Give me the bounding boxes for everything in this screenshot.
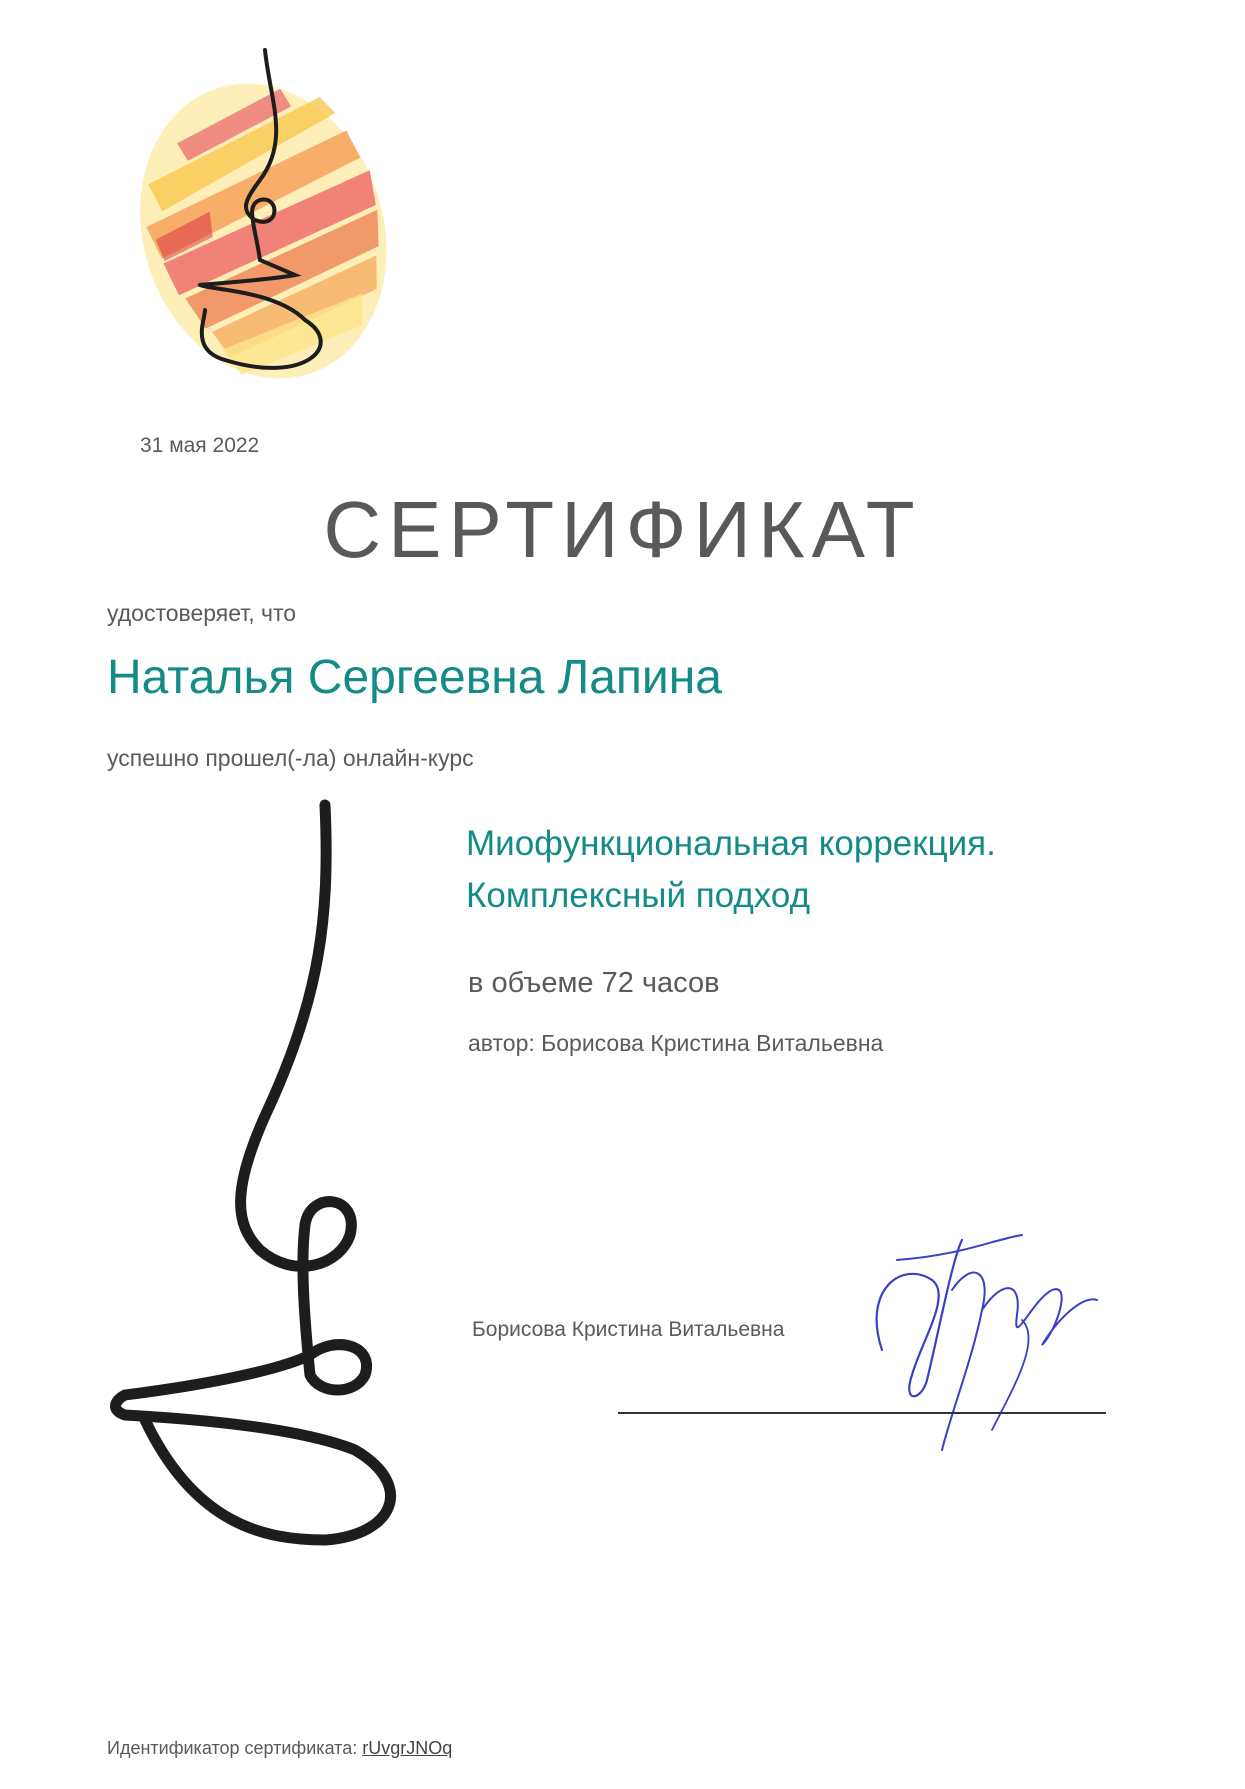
certificate-id-label: Идентификатор сертификата: xyxy=(107,1738,358,1758)
recipient-name: Наталья Сергеевна Лапина xyxy=(107,651,722,704)
signature-graphic xyxy=(842,1200,1132,1460)
certificate-title: СЕРТИФИКАТ xyxy=(323,485,922,574)
logo xyxy=(95,30,435,410)
course-volume: в объеме 72 часов xyxy=(468,967,720,999)
certificate-id-footer xyxy=(107,1738,452,1759)
certificate-id-link[interactable]: rUvgrJNOq xyxy=(362,1738,453,1758)
course-author: автор: Борисова Кристина Витальевна xyxy=(468,1030,884,1056)
certifies-text: удостоверяет, что xyxy=(107,600,297,626)
signature-line xyxy=(618,1412,1106,1414)
course-title xyxy=(466,818,996,922)
course-title-line-1: Миофункциональная коррекция. xyxy=(466,824,996,863)
profile-line-art xyxy=(95,795,455,1555)
issue-date: 31 мая 2022 xyxy=(140,434,260,457)
course-title-line-2: Комплексный подход xyxy=(466,876,811,915)
signer-name: Борисова Кристина Витальевна xyxy=(472,1318,785,1341)
completion-text: успешно прошел(-ла) онлайн-курс xyxy=(107,745,474,771)
logo-graphic xyxy=(95,30,435,410)
handwritten-signature xyxy=(842,1200,1132,1460)
profile-line-art-graphic xyxy=(95,795,455,1555)
